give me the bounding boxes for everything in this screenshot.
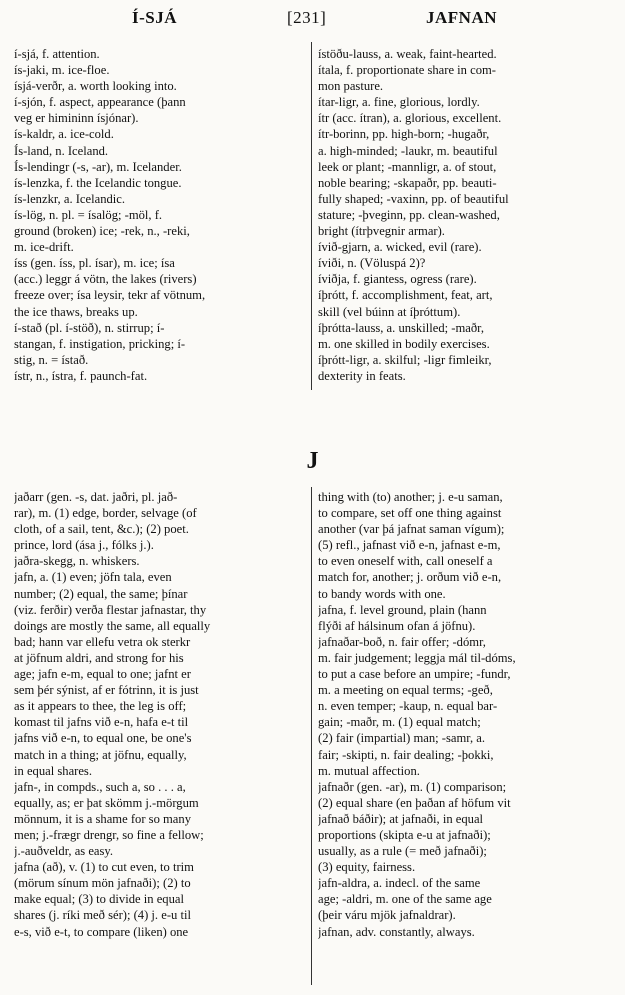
column-rule-top bbox=[311, 42, 312, 390]
text-line: ís-jaki, m. ice-floe. bbox=[14, 63, 110, 78]
text-line: komast til jafns við e-n, hafa e-t til bbox=[14, 715, 189, 730]
text-line: another (var þá jafnat saman vígum); bbox=[318, 522, 505, 537]
text-line: ís-lenzkr, a. Icelandic. bbox=[14, 191, 126, 206]
text-line: stangan, f. instigation, pricking; í- bbox=[14, 336, 186, 351]
text-line: noble bearing; -skapaðr, pp. beauti- bbox=[318, 175, 497, 190]
text-line: age; jafn e-m, equal to one; jafnt er bbox=[14, 667, 191, 682]
text-line: usually, as a rule (= með jafnaði); bbox=[318, 844, 487, 859]
text-line: ístöðu-lauss, a. weak, faint-hearted. bbox=[318, 47, 497, 61]
text-line: (2) equal share (en þaðan af höfum vit bbox=[318, 795, 511, 810]
header-right-guideword: JAFNAN bbox=[426, 8, 497, 27]
column-rule-bottom bbox=[311, 487, 312, 985]
page-number: [231] bbox=[287, 8, 327, 27]
text-line: shares (j. ríki með sér); (4) j. e-u til bbox=[14, 908, 191, 923]
text-line: as it appears to thee, the leg is off; bbox=[14, 699, 187, 714]
text-line: to compare, set off one thing against bbox=[318, 506, 502, 521]
text-line: (þeir váru mjök jafnaldrar). bbox=[318, 908, 456, 923]
text-line: jafns við e-n, to equal one, be one's bbox=[14, 731, 192, 746]
text-line: jafnað báðir); at jafnaði, in equal bbox=[318, 811, 484, 826]
text-line: mon pasture. bbox=[318, 79, 384, 94]
text-line: í-stað (pl. í-stöð), n. stirrup; í- bbox=[14, 320, 165, 335]
text-line: íviðja, f. giantess, ogress (rare). bbox=[318, 272, 477, 287]
text-line: in equal shares. bbox=[14, 763, 92, 778]
text-line: thing with (to) another; j. e-u saman, bbox=[318, 490, 503, 504]
text-line: the ice thaws, breaks up. bbox=[14, 304, 138, 319]
text-line: í-sjón, f. aspect, appearance (þann bbox=[14, 95, 186, 110]
text-line: e-s, við e-t, to compare (liken) one bbox=[14, 924, 189, 939]
text-line: make equal; (3) to divide in equal bbox=[14, 892, 184, 907]
text-line: (2) fair (impartial) man; -samr, a. bbox=[318, 731, 485, 746]
text-line: jafna (að), v. (1) to cut even, to trim bbox=[14, 860, 194, 875]
text-line: jafnaðr (gen. -ar), m. (1) comparison; bbox=[318, 779, 507, 794]
text-line: (acc.) leggr á vötn, the lakes (rivers) bbox=[14, 272, 197, 287]
text-line: prince, lord (ása j., fólks j.). bbox=[14, 538, 154, 553]
text-line: m. ice-drift. bbox=[14, 240, 74, 255]
text-line: íþrótta-lauss, a. unskilled; -maðr, bbox=[318, 320, 484, 335]
text-line: mönnum, it is a shame for so many bbox=[14, 811, 191, 826]
text-line: ítr (acc. ítran), a. glorious, excellent. bbox=[318, 111, 502, 126]
text-line: n. even temper; -kaup, n. equal bar- bbox=[318, 699, 498, 714]
text-line: ítar-ligr, a. fine, glorious, lordly. bbox=[318, 95, 480, 110]
text-line: gain; -maðr, m. (1) equal match; bbox=[318, 715, 481, 730]
text-line: age; -aldri, m. one of the same age bbox=[318, 892, 492, 907]
text-line: jafnaðar-boð, n. fair offer; -dómr, bbox=[318, 634, 486, 649]
text-line: ístr, n., ístra, f. paunch-fat. bbox=[14, 368, 148, 383]
text-line: (5) refl., jafnast við e-n, jafnast e-m, bbox=[318, 538, 501, 553]
text-line: jafnan, adv. constantly, always. bbox=[318, 924, 475, 939]
text-line: ís-lög, n. pl. = ísalög; -möl, f. bbox=[14, 207, 163, 222]
text-line: dexterity in feats. bbox=[318, 368, 406, 383]
text-line: match in a thing; at jöfnu, equally, bbox=[14, 747, 187, 762]
column-top-left bbox=[14, 46, 306, 384]
text-line: jafna, f. level ground, plain (hann bbox=[318, 602, 487, 617]
text-line: a. high-minded; -laukr, m. beautiful bbox=[318, 143, 498, 158]
text-line: m. mutual affection. bbox=[318, 763, 420, 778]
text-line: jaðra-skegg, n. whiskers. bbox=[14, 554, 140, 569]
text-line: rar), m. (1) edge, border, selvage (of bbox=[14, 506, 197, 521]
text-line: proportions (skipta e-u at jafnaði); bbox=[318, 827, 491, 842]
text-line: ís-lenzka, f. the Icelandic tongue. bbox=[14, 175, 182, 190]
text-line: Ís-land, n. Iceland. bbox=[14, 143, 109, 158]
text-line: freeze over; ísa leysir, tekr af vötnum, bbox=[14, 288, 206, 303]
text-line: sem þér sýnist, af er fótrinn, it is just bbox=[14, 683, 199, 698]
text-line: ísjá-verðr, a. worth looking into. bbox=[14, 79, 177, 94]
text-line: at jöfnum aldri, and strong for his bbox=[14, 650, 184, 665]
text-line: flýði af hálsinum ofan á jöfnu). bbox=[318, 618, 476, 633]
text-line: ítala, f. proportionate share in com- bbox=[318, 63, 496, 78]
column-bottom-right bbox=[318, 489, 616, 940]
section-letter: J bbox=[306, 448, 319, 474]
text-line: íss (gen. íss, pl. ísar), m. ice; ísa bbox=[14, 256, 175, 271]
text-line: to bandy words with one. bbox=[318, 586, 446, 601]
column-bottom-left bbox=[14, 489, 308, 940]
text-line: number; (2) equal, the same; þínar bbox=[14, 586, 188, 601]
text-line: bad; hann var ellefu vetra ok sterkr bbox=[14, 634, 191, 649]
running-header bbox=[0, 2, 625, 32]
text-line: jafn-, in compds., such a, so . . . a, bbox=[14, 779, 186, 794]
header-left-guideword: Í-SJÁ bbox=[132, 8, 178, 27]
text-line: ívið-gjarn, a. wicked, evil (rare). bbox=[318, 240, 482, 255]
text-line: (viz. ferðir) verða flestar jafnastar, thy bbox=[14, 602, 207, 617]
text-line: skill (vel búinn at íþróttum). bbox=[318, 304, 461, 319]
text-line: Ís-lendingr (-s, -ar), m. Icelander. bbox=[14, 159, 182, 174]
text-line: ítr-borinn, pp. high-born; -hugaðr, bbox=[318, 127, 490, 142]
text-line: stig, n. = ístað. bbox=[14, 352, 89, 367]
text-line: ground (broken) ice; -rek, n., -reki, bbox=[14, 224, 190, 239]
text-line: (3) equity, fairness. bbox=[318, 860, 416, 875]
text-line: jafn, a. (1) even; jöfn tala, even bbox=[14, 570, 172, 585]
text-line: equally, as; er þat skömm j.-mörgum bbox=[14, 795, 199, 810]
text-line: íþrótt-ligr, a. skilful; -ligr fimleikr, bbox=[318, 352, 492, 367]
text-line: (mörum sínum mön jafnaði); (2) to bbox=[14, 876, 191, 891]
text-line: fully shaped; -vaxinn, pp. of beautiful bbox=[318, 191, 509, 206]
text-line: íþrótt, f. accomplishment, feat, art, bbox=[318, 288, 493, 303]
text-line: men; j.-frægr drengr, so fine a fellow; bbox=[14, 827, 204, 842]
text-line: veg er himininn ísjónar). bbox=[14, 111, 139, 126]
text-line: bright (ítrþvegnir armar). bbox=[318, 224, 445, 239]
text-line: fair; -skipti, n. fair dealing; -þokki, bbox=[318, 747, 494, 762]
text-line: cloth, of a sail, tent, &c.); (2) poet. bbox=[14, 522, 189, 537]
text-line: m. a meeting on equal terms; -geð, bbox=[318, 683, 493, 698]
text-line: doings are mostly the same, all equally bbox=[14, 618, 211, 633]
text-line: match for, another; j. orðum við e-n, bbox=[318, 570, 502, 585]
text-line: j.-auðveldr, as easy. bbox=[14, 844, 114, 859]
text-line: m. fair judgement; leggja mál til-dóms, bbox=[318, 650, 516, 665]
text-line: to even oneself with, call oneself a bbox=[318, 554, 493, 569]
text-line: to put a case before an umpire; -fundr, bbox=[318, 667, 511, 682]
column-top-right bbox=[318, 46, 616, 384]
text-line: jaðarr (gen. -s, dat. jaðri, pl. jað- bbox=[14, 490, 178, 504]
text-line: í-sjá, f. attention. bbox=[14, 47, 100, 61]
text-line: íviði, n. (Völuspá 2)? bbox=[318, 256, 426, 271]
text-line: ís-kaldr, a. ice-cold. bbox=[14, 127, 114, 142]
text-line: jafn-aldra, a. indecl. of the same bbox=[318, 876, 481, 891]
text-line: m. one skilled in bodily exercises. bbox=[318, 336, 490, 351]
text-line: stature; -þveginn, pp. clean-washed, bbox=[318, 207, 500, 222]
text-line: leek or plant; -mannligr, a. of stout, bbox=[318, 159, 497, 174]
